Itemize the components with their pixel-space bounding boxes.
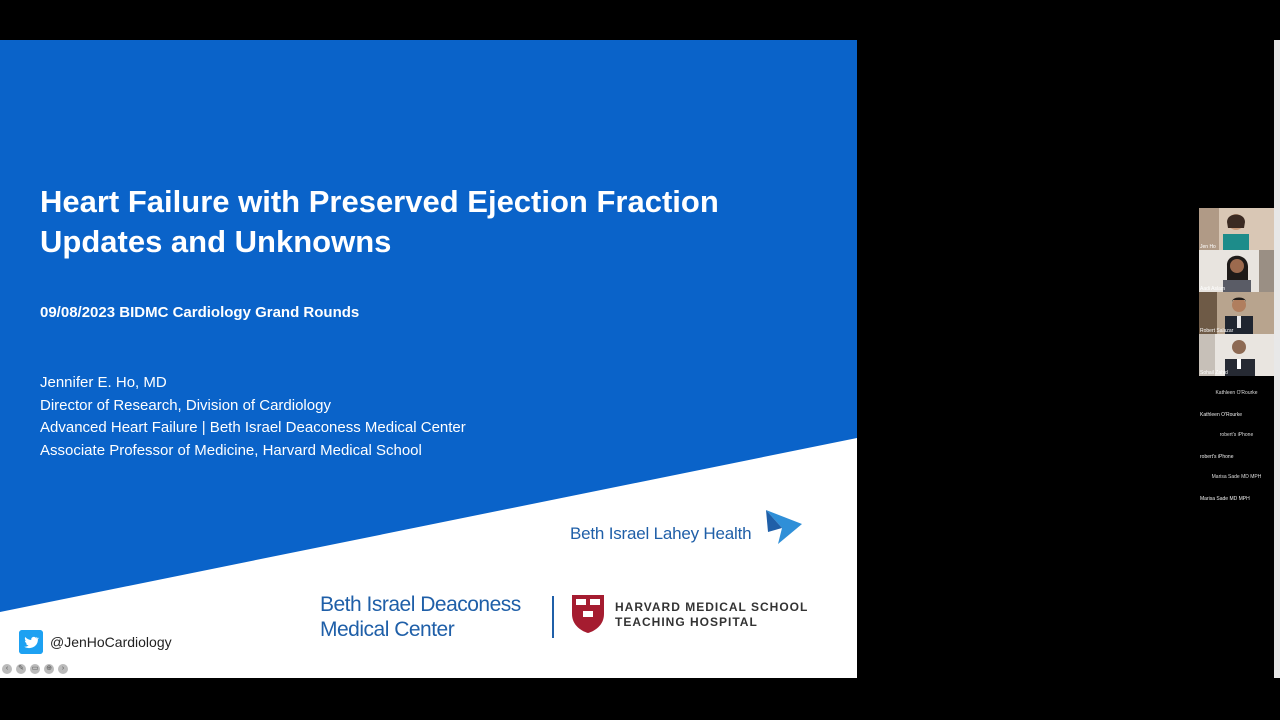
hms-line-2: TEACHING HOSPITAL <box>615 615 758 629</box>
logo-divider <box>552 596 554 638</box>
bilh-logo-text: Beth Israel Lahey Health <box>570 524 752 543</box>
slides-icon[interactable]: ▭ <box>31 665 39 672</box>
participant-tile[interactable] <box>1199 292 1274 334</box>
participant-center-name: robert's iPhone <box>1219 432 1254 438</box>
harvard-shield-icon <box>571 594 605 634</box>
back-icon[interactable]: ‹ <box>2 664 12 674</box>
participant-tile[interactable] <box>1199 460 1274 502</box>
participant-name: Sohail Zahid <box>1200 370 1228 376</box>
title-line-2: Updates and Unknowns <box>40 224 392 259</box>
participant-tile[interactable] <box>1199 208 1274 250</box>
participant-tile[interactable] <box>1199 418 1274 460</box>
slide-subtitle: 09/08/2023 BIDMC Cardiology Grand Rounds <box>40 304 360 321</box>
participant-name: Kathleen O'Rourke <box>1200 412 1243 418</box>
participant-name: robert's iPhone <box>1200 454 1234 460</box>
pen-icon[interactable]: ✎ <box>16 664 26 674</box>
presenter-name: Jennifer E. Ho, MD <box>40 374 167 391</box>
bidmc-logo-line-1: Beth Israel Deaconess <box>320 593 521 616</box>
bidmc-logo <box>320 592 521 642</box>
window-edge <box>1274 40 1280 678</box>
presenter-appointment: Associate Professor of Medicine, Harvard Medical School <box>40 441 422 459</box>
title-line-1: Heart Failure with Preserved Ejection Fraction <box>40 184 719 219</box>
forward-icon[interactable]: › <box>58 664 68 674</box>
participant-tile[interactable] <box>1199 334 1274 376</box>
participant-name: Marisa Sade MD MPH <box>1200 496 1250 502</box>
presentation-slide <box>0 40 857 678</box>
slide-title <box>40 182 830 262</box>
presenter-division: Advanced Heart Failure | Beth Israel Deaconess Medical Center <box>40 419 466 436</box>
presenter-role: Director of Research, Division of Cardiology <box>40 396 331 414</box>
participant-center-name: Kathleen O'Rourke <box>1215 390 1258 396</box>
participant-center-name: Marisa Sade MD MPH <box>1211 474 1262 480</box>
hms-affiliation <box>615 600 808 630</box>
hms-line-1: HARVARD MEDICAL SCHOOL <box>615 600 809 614</box>
participant-tile[interactable] <box>1199 250 1274 292</box>
zoom-icon[interactable]: ⊕ <box>44 664 54 674</box>
bidmc-logo-line-2: Medical Center <box>320 618 455 641</box>
participant-name: Jen Ho <box>1200 244 1216 250</box>
participant-name: Robert Salazar <box>1200 328 1234 334</box>
participant-panel <box>1199 208 1274 504</box>
participant-name: Aadi Aslam <box>1200 286 1226 292</box>
twitter-handle: @JenHoCardiology <box>50 634 172 650</box>
participant-tile[interactable] <box>1199 376 1274 418</box>
slide-background <box>0 40 857 678</box>
bilh-bird-icon <box>764 506 804 546</box>
twitter-icon <box>19 630 43 654</box>
presenter-info <box>40 372 466 462</box>
slideshow-toolbar <box>2 664 68 676</box>
